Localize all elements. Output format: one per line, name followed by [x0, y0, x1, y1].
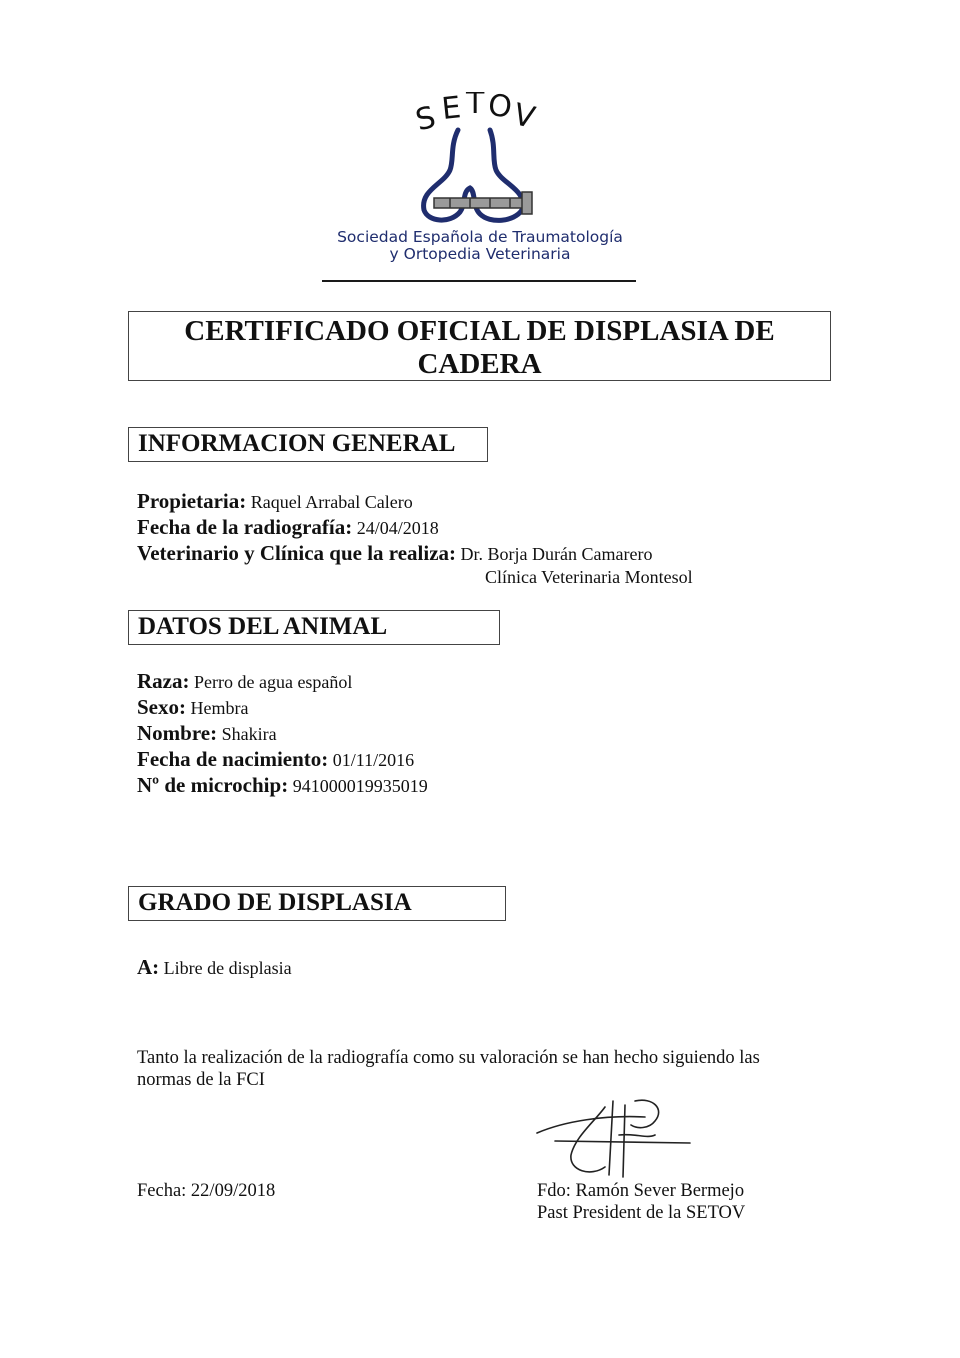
signed-by: Fdo: Ramón Sever Bermejo	[537, 1181, 745, 1201]
name-label: Nombre:	[137, 721, 218, 745]
breed-value: Perro de agua español	[193, 672, 353, 692]
svg-text:T: T	[466, 92, 485, 121]
statement-line-1: Tanto la realización de la radiografía como su valoración se han hecho siguiendo las	[137, 1048, 760, 1068]
vet-row	[137, 542, 652, 565]
society-name	[280, 229, 680, 263]
society-line-2: y Ortopedia Veterinaria	[389, 245, 571, 263]
owner-row	[137, 490, 413, 513]
breed-row	[137, 670, 352, 693]
breed-label: Raza:	[137, 669, 190, 693]
name-row	[137, 722, 277, 745]
owner-label: Propietaria:	[137, 489, 247, 513]
chip-row	[137, 774, 428, 797]
clinic-value: Clínica Veterinaria Montesol	[485, 567, 693, 587]
signer-role: Past President de la SETOV	[537, 1203, 746, 1223]
svg-text:E: E	[440, 92, 463, 127]
grade-row	[137, 956, 292, 979]
birth-label: Fecha de nacimiento:	[137, 747, 329, 771]
birth-value: 01/11/2016	[332, 750, 415, 770]
section-heading-general: INFORMACION GENERAL	[128, 427, 488, 462]
grade-label: A:	[137, 955, 160, 979]
section-heading-animal: DATOS DEL ANIMAL	[128, 610, 500, 645]
title-line-1: CERTIFICADO OFICIAL DE DISPLASIA DE	[184, 315, 775, 347]
birth-row	[137, 748, 414, 771]
sex-label: Sexo:	[137, 695, 186, 719]
certificate-title	[128, 311, 831, 381]
vet-label: Veterinario y Clínica que la realiza:	[137, 541, 457, 565]
chip-value: 941000019935019	[292, 776, 428, 796]
statement-line-2: normas de la FCI	[137, 1070, 265, 1090]
xray-date-value: 24/04/2018	[356, 518, 439, 538]
section-heading-grade: GRADO DE DISPLASIA	[128, 886, 506, 921]
owner-value: Raquel Arrabal Calero	[250, 492, 413, 512]
chip-label: Nº de microchip:	[137, 773, 289, 797]
vet-value: Dr. Borja Durán Camarero	[460, 544, 653, 564]
svg-text:O: O	[486, 92, 514, 126]
footer-date: Fecha: 22/09/2018	[137, 1181, 276, 1201]
xray-date-label: Fecha de la radiografía:	[137, 515, 353, 539]
title-line-2: CADERA	[417, 348, 542, 380]
svg-text:S: S	[412, 99, 440, 139]
signature	[535, 1095, 695, 1185]
grade-value: Libre de displasia	[163, 958, 292, 978]
xray-date-row	[137, 516, 439, 539]
name-value: Shakira	[221, 724, 277, 744]
logo-divider	[322, 280, 636, 282]
sex-value: Hembra	[190, 698, 249, 718]
svg-text:V: V	[509, 97, 539, 137]
society-line-1: Sociedad Española de Traumatología	[337, 228, 623, 246]
sex-row	[137, 696, 248, 719]
setov-emblem	[410, 126, 550, 226]
